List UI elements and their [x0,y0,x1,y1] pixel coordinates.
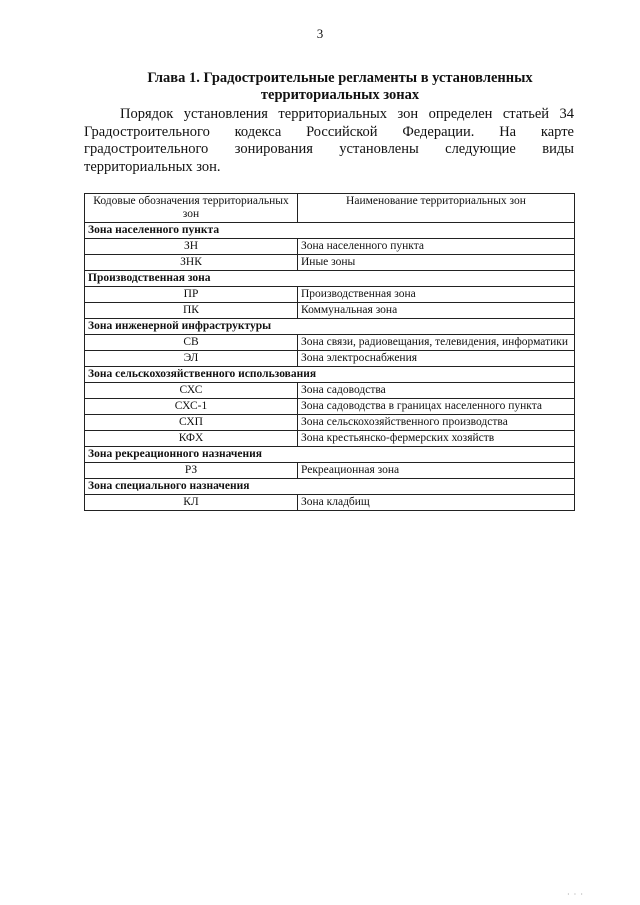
table-row [85,431,575,447]
zone-code: ПК [85,303,298,319]
table-header-row [85,194,575,223]
zone-name: Зона сельскохозяйственного производства [298,415,575,431]
table-row [85,255,575,271]
page-number: 3 [316,26,324,41]
zone-code: ЭЛ [85,351,298,367]
zone-code: СХП [85,415,298,431]
zone-code: ПР [85,287,298,303]
zone-name: Зона кладбищ [298,495,575,511]
zone-name: Зона крестьянско-фермерских хозяйств [298,431,575,447]
table-row [85,495,575,511]
zone-code: СХС [85,383,298,399]
zone-name: Зона связи, радиовещания, телевидения, информатики [298,335,575,351]
group-title: Производственная зона [85,271,575,287]
zone-code: РЗ [85,463,298,479]
table-row [85,399,575,415]
group-row [85,271,575,287]
group-title: Зона населенного пункта [85,223,575,239]
group-title: Зона специального назначения [85,479,575,495]
zone-name: Зона электроснабжения [298,351,575,367]
header-name: Наименование территориальных зон [298,194,575,223]
zones-table-body [85,223,575,511]
table-row [85,303,575,319]
zone-name: Коммунальная зона [298,303,575,319]
table-row [85,351,575,367]
zone-code: СХС-1 [85,399,298,415]
table-row [85,287,575,303]
zone-code: ЗН [85,239,298,255]
group-row [85,479,575,495]
table-row [85,415,575,431]
corner-scan-mark: · · · [567,890,584,899]
table-row [85,463,575,479]
zone-name: Зона населенного пункта [298,239,575,255]
zone-code: СВ [85,335,298,351]
zone-name: Рекреационная зона [298,463,575,479]
group-title: Зона инженерной инфраструктуры [85,319,575,335]
zone-name: Зона садоводства [298,383,575,399]
table-row [85,335,575,351]
zone-code: КФХ [85,431,298,447]
group-row [85,223,575,239]
zone-code: ЗНК [85,255,298,271]
group-title: Зона рекреационного назначения [85,447,575,463]
table-row [85,239,575,255]
zone-name: Производственная зона [298,287,575,303]
zone-code: КЛ [85,495,298,511]
group-row [85,319,575,335]
group-row [85,447,575,463]
chapter-heading: Глава 1. Градостроительные регламенты в установленных территориальных зонах [147,70,533,103]
header-code: Кодовые обозначения территориальных зон [85,194,298,223]
table-row [85,383,575,399]
zones-table [84,193,575,511]
group-row [85,367,575,383]
zone-name: Иные зоны [298,255,575,271]
zone-name: Зона садоводства в границах населенного пункта [298,399,575,415]
intro-paragraph: Порядок установления территориальных зон определен статьей 34 Градостроительного кодекса Российской Федерации. На карте градостроительного зонирования установлены следующие виды территориальных зон. [84,106,574,175]
group-title: Зона сельскохозяйственного использования [85,367,575,383]
